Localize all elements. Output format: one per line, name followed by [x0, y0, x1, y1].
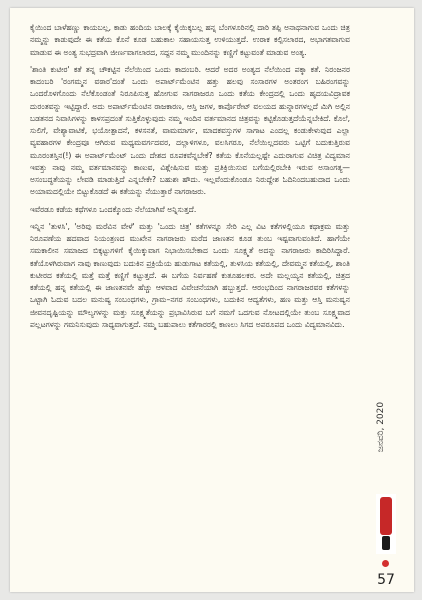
- red-dot-icon: [382, 560, 389, 567]
- magazine-logo: [376, 494, 396, 554]
- logo-red-block: [380, 497, 392, 535]
- magazine-page: [10, 8, 414, 592]
- issue-date: ಜನವರಿ, 2020: [376, 401, 386, 453]
- article-body: [30, 22, 350, 331]
- paragraph-4: ಇನ್ನಿನ 'ತುಳಸಿ', 'ಅರಿವು ಮರೆವಿನ ವೇಳೆ' ಮತ್ತು 'ಒಂದು ಚಿತ್ರ' ಕತೆಗಳನ್ನೂ ಸೇರಿ ಎಲ್ಲ ವಿಟ ಕತೆಗಳಲ್ಲಿಯೂ ಕಥಾಕ್ರಮ ಮತ್ತು ನಿರೂಪಣೆಯ ಹದವಾದ ನಿಯಂತ್ರಣದ ಮುಖೇನ ನಾಗರಾಜರು ಮರೆದ ಜಾಣತನ ಕೂಡ ತುಂಬ ಇಷ್ಟವಾಗುವಂತಿದೆ. ಹಾಗೆಯೇ ಸಮಕಾಲೀನ ಸಮಾಜದ ಬಿಕ್ಕಟ್ಟುಗಳಿಗೆ ಕೈಯಿಕ್ಕುವಾಗ ನಿಭಾಯಿಸಬೇಕಾದ ಒಂದು ಸೂಕ್ಷ್ಮತೆ ಅದನ್ನು ನಾಗರಾಜರು ಕಾದಿರಿಸಿದ್ದಾರೆ. ಕತೆಯೊಳಗಿರುವಾಗ ನಾವು ಕಾಣುವುದು ಬದುಕಿನ ಪ್ರಕ್ರಿಯೆಯ ಹುಡುಗಾಟ ಕತೆಯಲ್ಲಿ, ತುಳಸಿಯ ಕತೆಯಲ್ಲಿ, ದೇವಮ್ಮನ ಕತೆಯಲ್ಲಿ, ಶಾಂತಿ ಕುಟೀರದ ಕತೆಯಲ್ಲಿ ಮತ್ತೆ ಮತ್ತೆ ಕಣ್ಣಿಗೆ ಕಟ್ಟುತ್ತದೆ. ಈ ಬಗೆಯ ನಿರ್ವಹಣೆ ಕುತೂಹಲಕರ. ಅದೇ ಮಲ್ಲಯ್ಯನ ಕತೆಯಲ್ಲಿ, ಚಿತ್ರದ ಕತೆಯಲ್ಲಿ ಹನ್ನ ಕತೆಯಲ್ಲಿ ಈ ಜಾಣತನವೇ ಹೆಚ್ಚು ಆಳವಾದ ವಿವೇಚನೆಯಾಗಿ ಹಬ್ಬುತ್ತದೆ. ಆರಂಭದಿಂದ ನಾಗರಾಜರವರ ಕತೆಗಳನ್ನು ಒಟ್ಟಾಗಿ ಓದುವ ಬದಲ ಮನುಷ್ಯ ಸಂಬಂಧಗಳು, ಗ್ರಾಮ–ನಗರ ಸಂಬಂಧಗಳು, ಬದುಕಿನ ಆದ್ಯತೆಗಳು, ಹಣ ಮತ್ತು ಆಸ್ತಿ ಮನುಷ್ಯನ ಜೀವನದೃಷ್ಟಿಯನ್ನು ಮೌಲ್ಯಗಳನ್ನು ಮತ್ತು ಸೂಕ್ಷ್ಮತೆಯನ್ನು ಪ್ರಭಾವಿಸಿರುವ ಬಗೆ ನಮಗೆ ಒದಗುವ ನೋಟದಲ್ಲಿಯೇ ತುಂಬ ಸೂಕ್ಷ್ಮವಾದ ಪಲ್ಲಟಗಳನ್ನು ಗಮನಿಸುವುದು ಸಾಧ್ಯವಾಗುತ್ತದೆ. ನಮ್ಮ ಬಹುಪಾಲು ಕತೆಗಾರರಲ್ಲಿ ಕಾಣಲು ಸಿಗದ ಅಪರೂಪದ ಒಂದು ವಿದ್ಯಮಾನವಿದು.: [30, 221, 350, 329]
- page-number: 57: [377, 572, 395, 588]
- logo-black-block: [382, 536, 390, 550]
- paragraph-3: ಇವೆರಡೂ ಕಡೆಯ ಕಥೆಗಳೂ ಒಂದಕ್ಕೊಂದು ನೆಲೆಯಾಗಿವೆ ಅನ್ನಿಸುತ್ತದೆ.: [30, 204, 197, 214]
- paragraph-2: 'ಶಾಂತಿ ಕುಟೀರ' ಕತೆ ತನ್ನ ಚೌಕಟ್ಟಿನ ನೆಲೆಯಿಂದ ಒಂದು ಕಾದಂಬರಿ. ಆದರೆ ಅದರ ಅಂತ್ಯದ ನೆಲೆಯಿಂದ ಪಕ್ಕಾ ಕತೆ. ನಿರಂಜನರ ಕಾದಂಬರಿ 'ರಂಗಮ್ಮನ ವಠಾರ'ದಂತೆ ಒಂದು ಅಪಾರ್ಟ್‌ಮೆಂಟಿನ ಹತ್ತು ಹಲವು ಸಂಸಾರಗಳ ಅಂತರಂಗ ಬಹಿರಂಗವನ್ನು ಒಂದರೊಳಗೊಂದು ನೆಲೆಕೊಂಡಂತೆ ನಿರೂಪಿಸುತ್ತ ಹೋಗುವ ನಾಗರಾಜರೂ ಒಂದು ಕತೆಯ ಕೇಂದ್ರದಲ್ಲಿ ಒಂದು ಹೃದಯವಿದ್ರಾವಕ ದುರಂತವನ್ನು ಇಟ್ಟಿದ್ದಾರೆ. ಅದು ಅಪಾರ್ಟ್‌ಮೆಂಟಿನ ರಾಜಕಾರಣ, ಆಸ್ತಿ ಜಗಳ, ಕಾರ್ಪೊರೇಟ್ ವಲಯದ ಹುನ್ನಾರಗಳಲ್ಲದೆ ಮಿಗಿ ಅಲ್ಲಿನ ಬಡತನದ ನಿವಾಸಿಗಳನ್ನು ಕಾಳಸಪ್ರದಂತೆ ಸುತ್ತಿಕೊಳ್ಳುವುದು ನಮ್ಮ ಇಂದಿನ ವರ್ತಮಾನದ ಚಿತ್ರವನ್ನು ಕಟ್ಟಿಕೊಡುತ್ತದೆಯೆನ್ನಬೇಕಿದೆ. ಕೊಲೆ, ಸುಲಿಗೆ, ವೇಶ್ಯಾವಾಟಿಕೆ, ಭಯೋತ್ಪಾದನೆ, ಕಳಸನತೆ, ವಾಮಮಾರ್ಗ, ಮಾದಕವಸ್ತುಗಳ ಸಾಗಾಟ ಎಂದಲ್ಲ ಕಂಡುಕೇಳುವುದ ಎಲ್ಲಾ ವ್ಯವಹಾರಗಳ ಕೇಂದ್ರವೂ ಆಗಿರುವ ಮಧ್ಯಮವರ್ಗದವರ, ದಲ್ಲಾಳಿಗಳೂ, ವಲಸಿಗರೂ, ನೆಲೆಯಿಲ್ಲದವರು ಒಟ್ಟಿಗೆ ಬದುಕುತ್ತಿರುವ ಮೂರಂತಸ್ತಿನ(!) ಈ ಅಪಾರ್ಟ್‌ಮೆಂಟ್ ಒಂದು ದೇಶದ ರೂಪಕವೆನ್ನಬೇಕೆ? ಕತೆಯ ಕೊನೆಯಲ್ಲಷ್ಟೇ ಎದುರಾಗುವ ವಿಚಿತ್ರ ವಿದ್ಯಮಾನ ಇವತ್ತು ನಾವು ನಮ್ಮ ವರ್ತಮಾನವನ್ನು ಕಾಣುವ, ವಿಶ್ಲೇಷಿಸುವ ಮತ್ತು ಪ್ರತಿಕ್ರಿಯಿಸುವ ಬಗೆಯಲ್ಲಿರಬೇಕಿ ಇರುವ ಅಸಾಂಗತ್ಯ—ಅಸಂಬದ್ಧತೆಯನ್ನು ಲೇವಡಿ ಮಾಡುತ್ತಿದೆ ಎನ್ನಬೇಕೇ? ಬಹುಶಃ ಹೌದು. ಇಲ್ಲವೆಂದುಕೊಂಡೂ ನಿರುದ್ದೇಶ ಓದಿನಿಂದಬಹುದಾದ ಒಂದು ಅಯಾಮದಲ್ಲಿಯೇ ಬಿಟ್ಟುಕೊಡದೆ ಈ ಕತೆಯನ್ನು ನೆಯುತ್ತಾರೆ ನಾಗರಾಜರು.: [30, 64, 350, 197]
- paragraph-1: ಕೈಯಿಂದ ಬಾಳೆಹಣ್ಣು ಕಾಯಬಲ್ಲ, ಕಾಡು ಹಂದಿಯ ಬಾಲಕ್ಕೆ ಕೈಯಿಕ್ಕಬಲ್ಲ ಹನ್ನ ಬೆಂಗಳೂರಿನಲ್ಲಿ ದಾರಿ ತಪ್ಪಿ ಅನಾಥನಾಗುವ ಒಂದು ಚಿತ್ರ ನಮ್ಮನ್ನು ಕಾಡುವುದೇ ಈ ಕತೆಯ ಕೊನೆ ಕೂಡ ಬಹುಕಾಲ ಸಹಾಯಸುತ್ತ ಉಳಿಯುತ್ತದೆ. ಉರಾಕ ಕಲ್ಪಿಸಲಾರದ, ಅಭಾಗತವಾಗುವ ಮಾಡುವ ಈ ಅಂತ್ಯ ಸುಭದ್ರವಾಗಿ ಜೀರ್ಣವಾಗಲಾರದ, ಸದ್ದನ ನಮ್ಮ ಮುಂದಿನನ್ನು ಕಣ್ಣಿಗೆ ಕಟ್ಟುವಂತೆ ಮಾಡುವ ಅಂತ್ಯ.: [30, 23, 350, 57]
- page-margin: [350, 8, 414, 592]
